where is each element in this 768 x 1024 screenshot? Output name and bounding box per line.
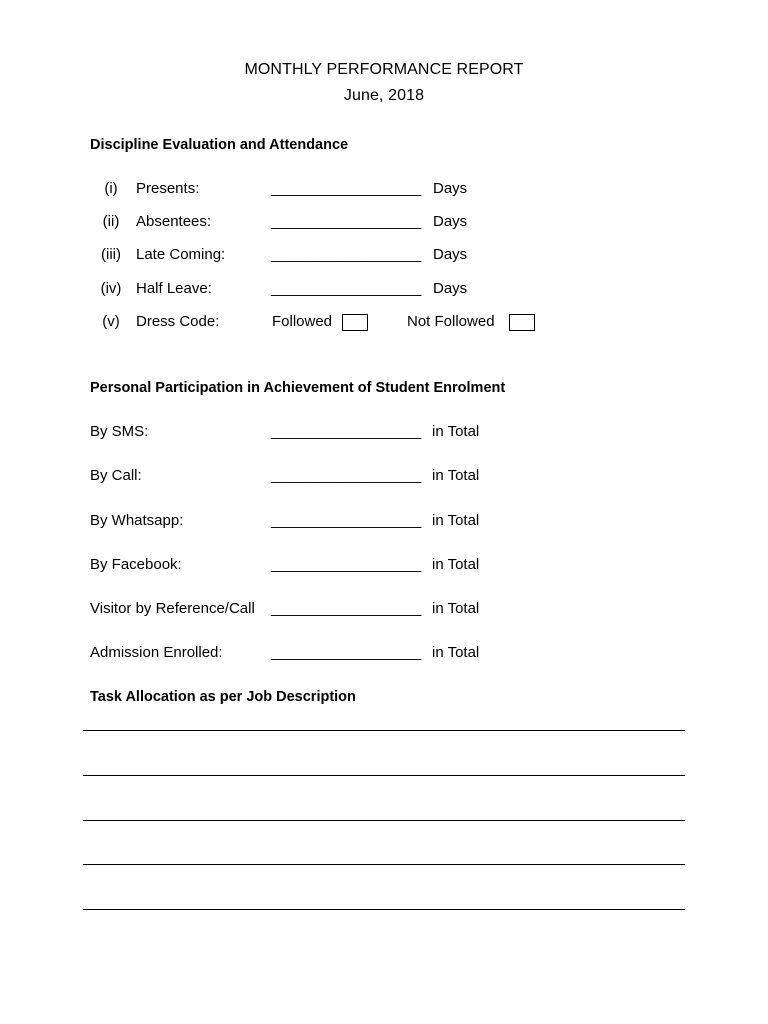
fill-in-blank[interactable]: __________________ [271,280,422,297]
item-label: Presents: [136,180,200,197]
item-label: Late Coming: [136,246,226,263]
fill-in-blank[interactable]: __________________ [271,644,422,661]
participation-heading: Personal Participation in Achievement of Student Enrolment [90,380,506,396]
item-number: (v) [102,313,120,330]
participation-row-facebook [0,556,768,576]
attendance-row-dress-code [0,313,768,333]
item-label: Visitor by Reference/Call [90,600,255,617]
item-unit: Days [433,213,468,230]
item-label: By SMS: [90,423,149,440]
not-followed-checkbox[interactable] [509,314,535,331]
task-writing-line[interactable] [83,775,685,776]
item-label: By Whatsapp: [90,512,184,529]
task-writing-line[interactable] [83,820,685,821]
task-writing-line[interactable] [83,864,685,865]
attendance-row-late-coming [0,246,768,266]
item-unit: Days [433,246,468,263]
followed-checkbox[interactable] [342,314,368,331]
fill-in-blank[interactable]: __________________ [271,467,422,484]
item-number: (iv) [100,280,122,297]
participation-row-admission [0,644,768,664]
item-unit: in Total [432,556,480,573]
item-label: By Call: [90,467,142,484]
fill-in-blank[interactable]: __________________ [271,213,422,230]
participation-row-visitor [0,600,768,620]
item-unit: in Total [432,512,480,529]
item-label: Absentees: [136,213,212,230]
participation-row-call [0,467,768,487]
item-unit: Days [433,180,468,197]
tasks-heading: Task Allocation as per Job Description [90,689,356,705]
item-label: Admission Enrolled: [90,644,223,661]
discipline-heading: Discipline Evaluation and Attendance [90,137,349,153]
item-number: (i) [104,180,118,197]
report-month: June, 2018 [343,87,425,104]
participation-row-sms [0,423,768,443]
not-followed-label: Not Followed [407,313,495,330]
attendance-row-half-leave [0,280,768,300]
item-unit: in Total [432,600,480,617]
fill-in-blank[interactable]: __________________ [271,600,422,617]
attendance-row-presents [0,180,768,200]
item-label: Half Leave: [136,280,212,297]
fill-in-blank[interactable]: __________________ [271,423,422,440]
fill-in-blank[interactable]: __________________ [271,512,422,529]
item-number: (iii) [101,246,121,263]
item-label: Dress Code: [136,313,220,330]
item-label: By Facebook: [90,556,182,573]
item-number: (ii) [102,213,120,230]
item-unit: in Total [432,467,480,484]
fill-in-blank[interactable]: __________________ [271,556,422,573]
item-unit: in Total [432,423,480,440]
item-unit: Days [433,280,468,297]
followed-label: Followed [272,313,333,330]
participation-row-whatsapp [0,512,768,532]
task-writing-line[interactable] [83,909,685,910]
attendance-row-absentees [0,213,768,233]
task-writing-line[interactable] [83,730,685,731]
fill-in-blank[interactable]: __________________ [271,246,422,263]
report-title: MONTHLY PERFORMANCE REPORT [244,61,524,78]
fill-in-blank[interactable]: __________________ [271,180,422,197]
item-unit: in Total [432,644,480,661]
